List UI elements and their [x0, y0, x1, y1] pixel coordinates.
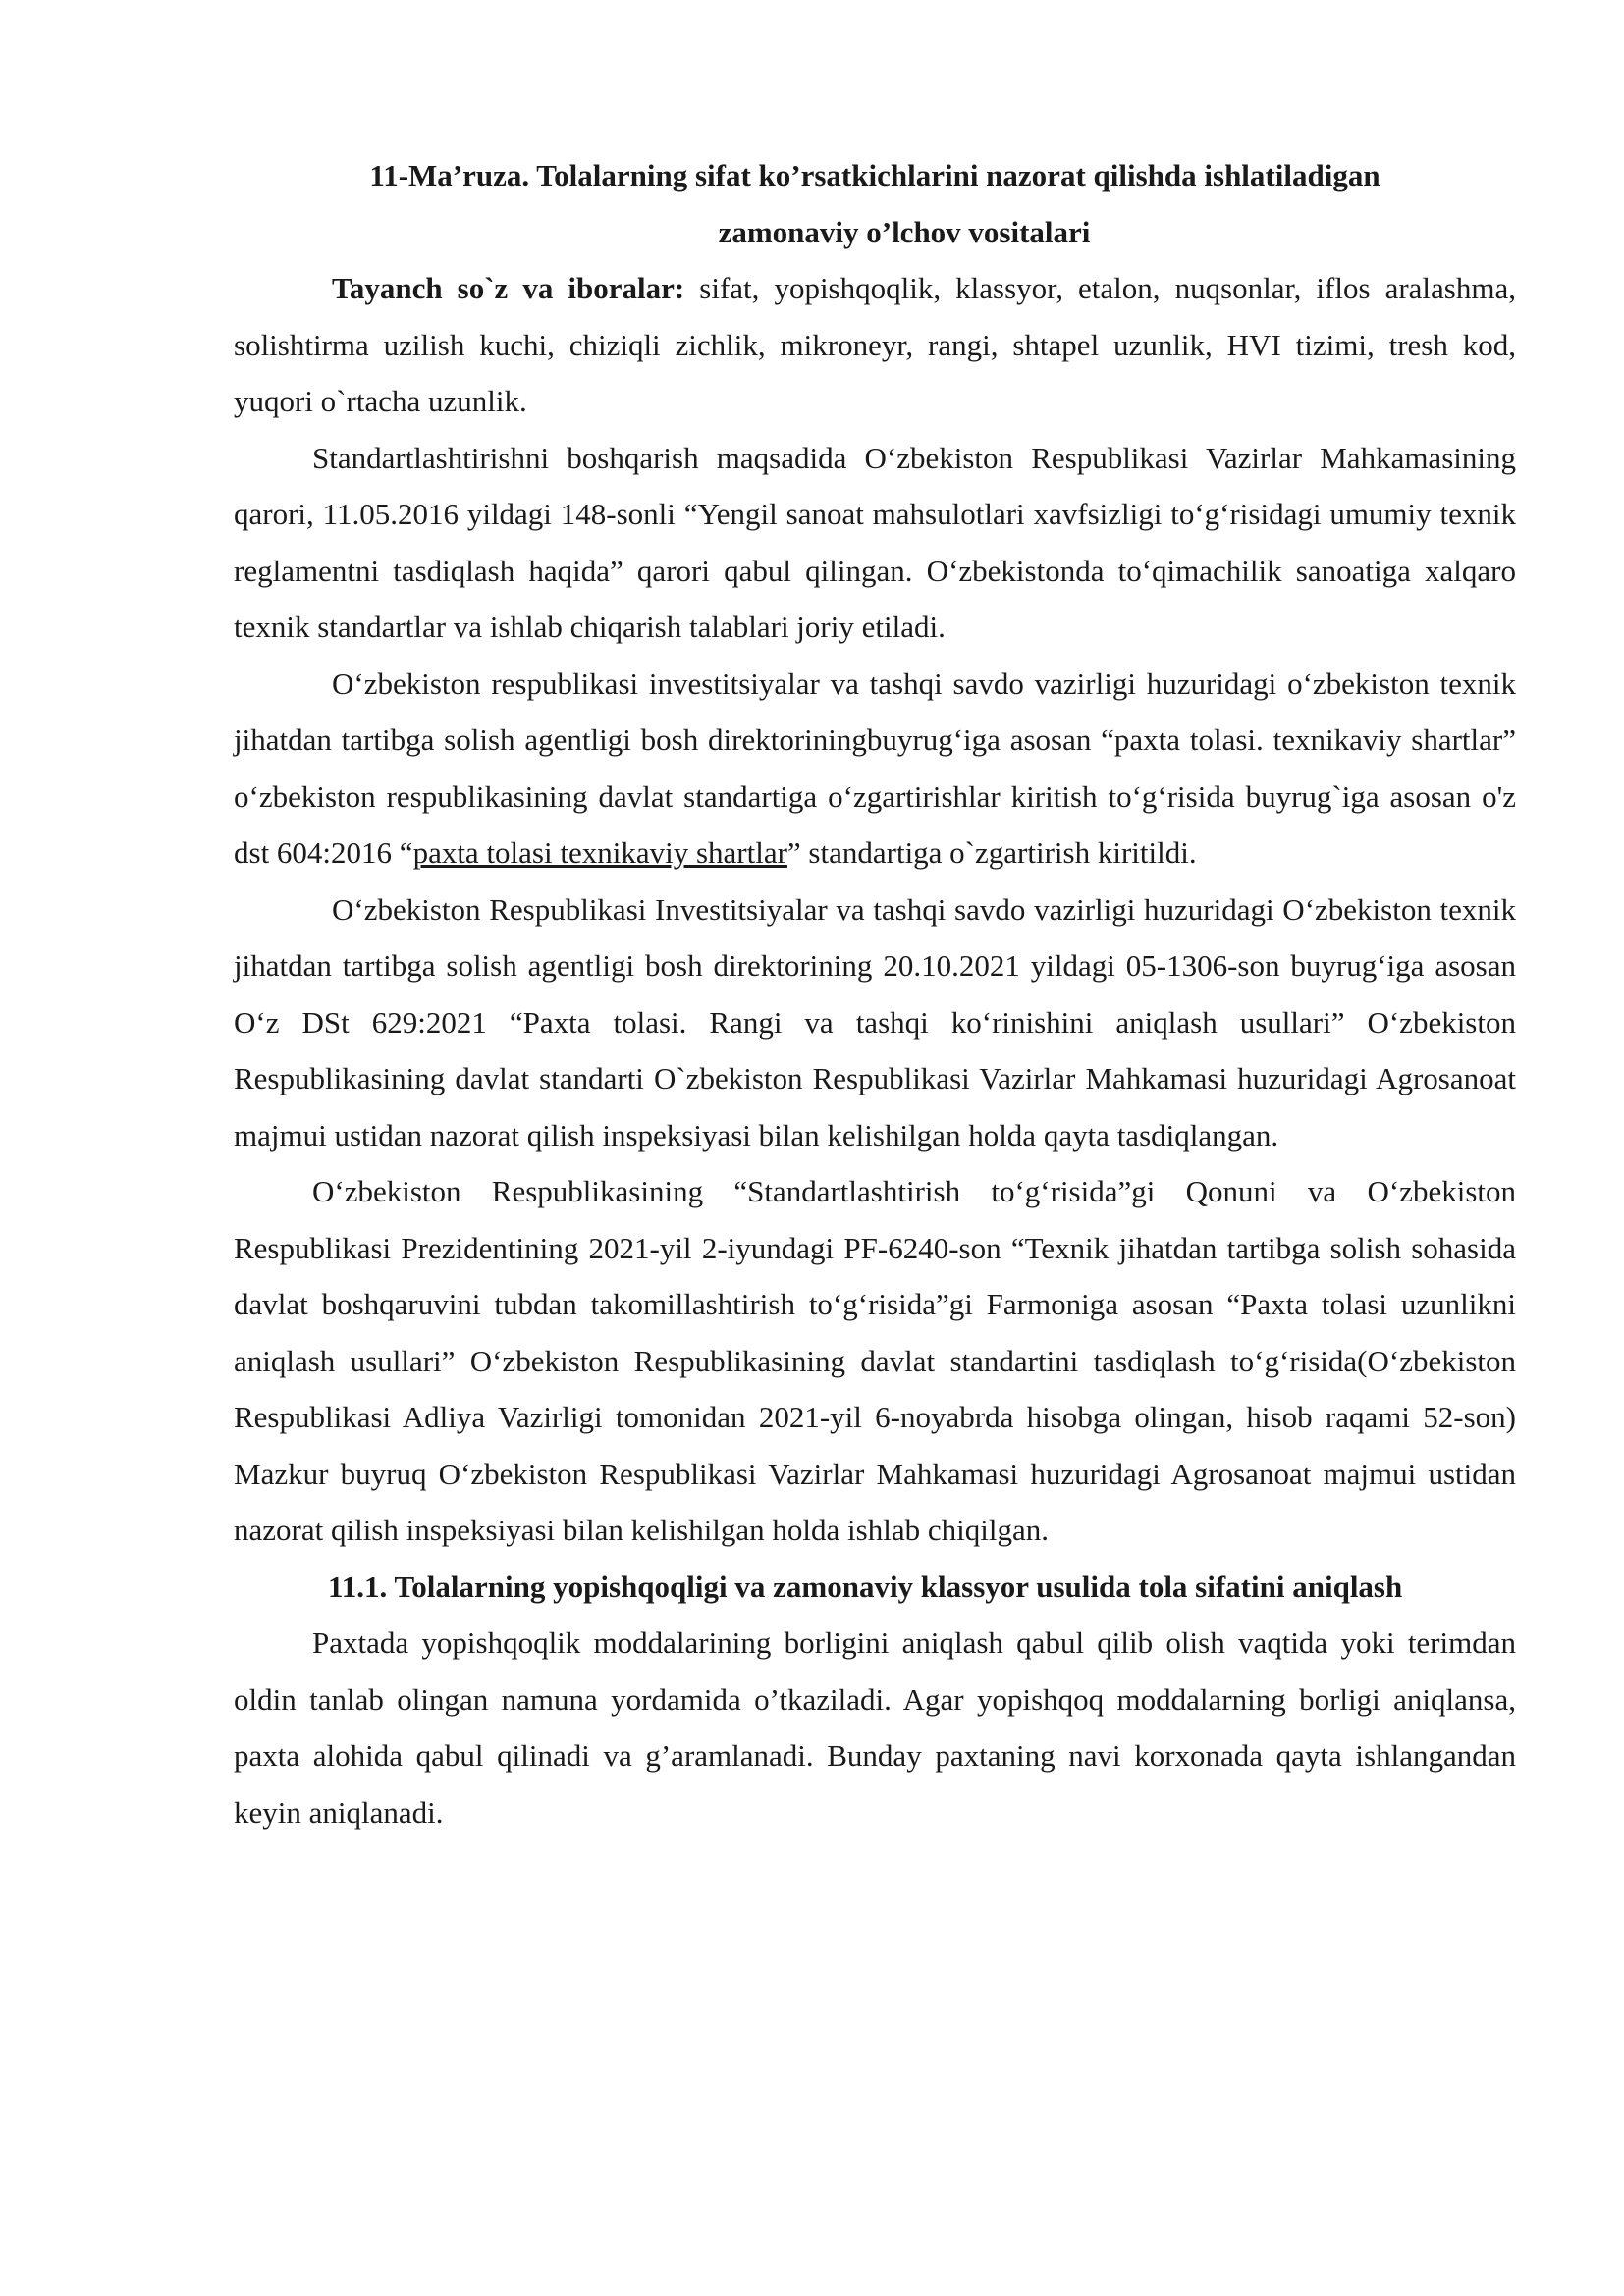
standard-link[interactable]: paxta tolasi texnikaviy shartlar — [412, 835, 787, 870]
paragraph-length-standard: O‘zbekiston Respublikasining “Standartlashtirish to‘g‘risida”gi Qonuni va O‘zbekiston Respublikasi Prezidentining 2021-yil 2-iyundagi PF-6240-son “Texnik jihatdan tartibga solish sohasida davlat boshqaruvini tubdan takomillashtirish to‘g‘risida”gi Farmoniga asosan “Paxta tolasi uzunlikni aniqlash usullari” O‘zbekiston Respublikasining davlat standartini tasdiqlash to‘g‘risida(O‘zbekiston Respublikasi Adliya Vazirligi tomonidan 2021-yil 6-noyabrda hisobga olingan, hisob raqami 52-son) Mazkur buyruq O‘zbekiston Respublikasi Vazirlar Mahkamasi huzuridagi Agrosanoat majmui ustidan nazorat qilish inspeksiyasi bilan kelishilgan holda ishlab chiqilgan. — [234, 1174, 1516, 1547]
agency-order-text: O‘zbekiston respublikasi investitsiyalar va tashqi savdo vazirligi huzuridagi o‘zbekiston texnik jihatdan tartibga solish agentligi bosh direktoriningbuyrug‘iga asosan “paxta tolasi. texnikaviy shartlar” o‘zbekiston respublikasining davlat standartiga o‘zgartirishlar kiritish to‘g‘risida buyrug`iga asosan o'z dst 604:2016 “ — [234, 666, 1516, 870]
paragraph-agency-order — [234, 656, 1516, 881]
document-page — [234, 147, 1516, 1841]
lecture-subtitle: zamonaviy o’lchov vositalari — [718, 214, 1091, 249]
keywords-text: sifat, yopishqoqlik, klassyor, etalon, nuqsonlar, iflos aralashma, solishtirma uzilish kuchi, chiziqli zichlik, mikroneyr, rangi, shtapel uzunlik, HVI tizimi, tresh kod, yuqori o`rtacha uzunlik. — [234, 271, 1516, 418]
keywords-label: Tayanch so`z va iboralar: — [332, 271, 685, 305]
paragraph-standardization: Standartlashtirishni boshqarish maqsadida O‘zbekiston Respublikasi Vazirlar Mahkamasining qarori, 11.05.2016 yildagi 148-sonli “Yengil sanoat mahsulotlari xavfsizligi to‘g‘risidagi umumiy texnik reglamentni tasdiqlash haqida” qarori qabul qilingan. O‘zbekistonda to‘qimachilik sanoatiga xalqaro texnik standartlar va ishlab chiqarish talablari joriy etiladi. — [234, 440, 1516, 644]
keywords-paragraph — [234, 260, 1516, 430]
lecture-title: 11-Ma’ruza. Tolalarning sifat ko’rsatkichlarini nazorat qilishda ishlatiladigan — [369, 158, 1380, 192]
agency-order-tail: ” standartiga o`zgartirish kiritildi. — [786, 835, 1197, 870]
paragraph-stickiness: Paxtada yopishqoqlik moddalarining borligini aniqlash qabul qilib olish vaqtida yoki terimdan oldin tanlab olingan namuna yordamida o’tkaziladi. Agar yopishqoq moddalarning borligi aniqlansa, paxta alohida qabul qilinadi va g’aramlanadi. Bunday paxtaning navi korxonada qayta ishlangandan keyin aniqlanadi. — [234, 1626, 1516, 1830]
section-heading: 11.1. Tolalarning yopishqoqligi va zamonaviy klassyor usulida tola sifatini aniqlash — [328, 1569, 1403, 1604]
paragraph-color-standard: O‘zbekiston Respublikasi Investitsiyalar va tashqi savdo vazirligi huzuridagi O‘zbekiston texnik jihatdan tartibga solish agentligi bosh direktorining 20.10.2021 yildagi 05-1306-son buyrug‘iga asosan O‘z DSt 629:2021 “Paxta tolasi. Rangi va tashqi ko‘rinishini aniqlash usullari” O‘zbekiston Respublikasining davlat standarti O`zbekiston Respublikasi Vazirlar Mahkamasi huzuridagi Agrosanoat majmui ustidan nazorat qilish inspeksiyasi bilan kelishilgan holda qayta tasdiqlangan. — [234, 891, 1516, 1152]
